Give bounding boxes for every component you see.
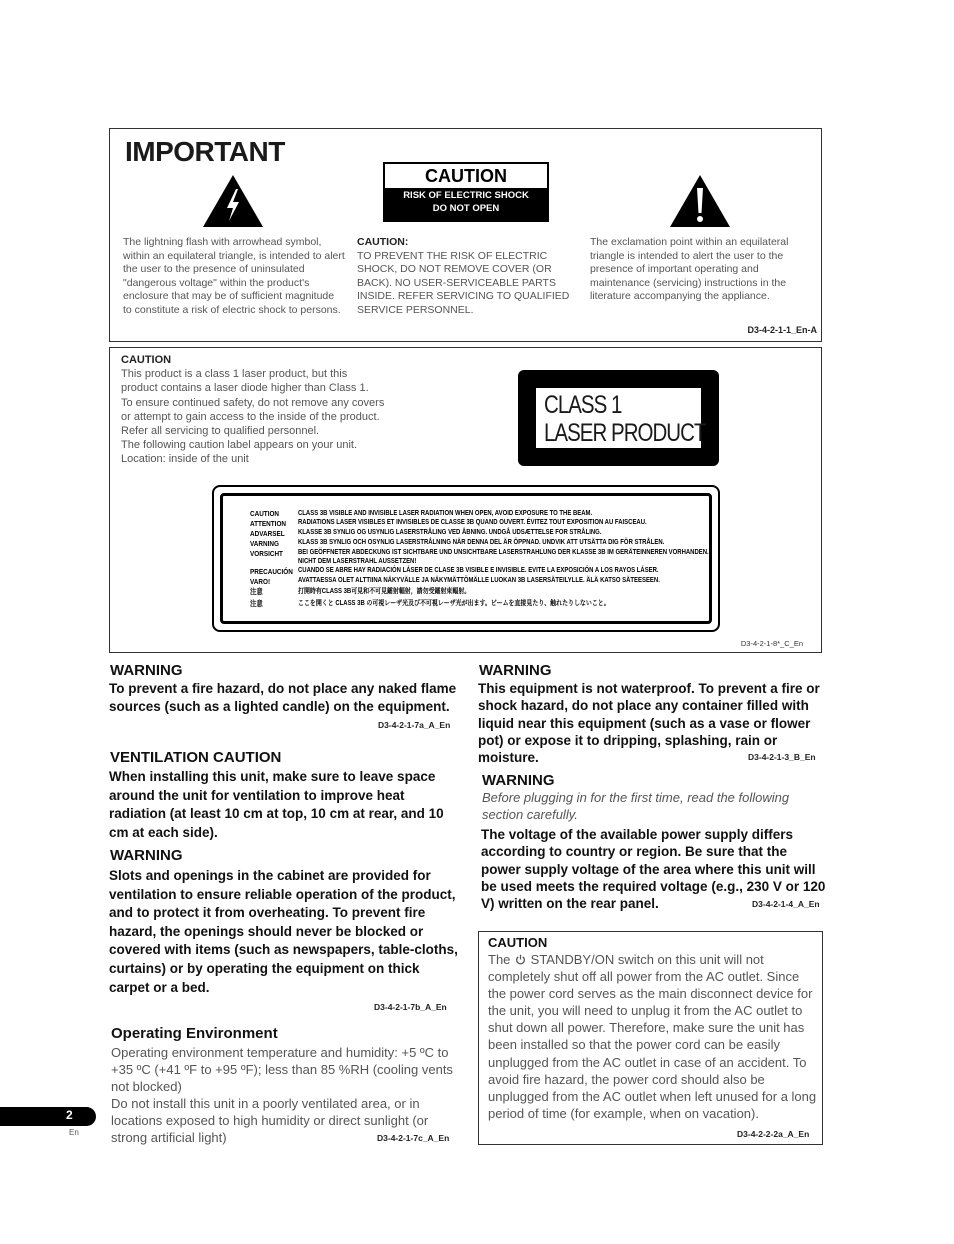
caution-label-line2: DO NOT OPEN — [432, 203, 500, 214]
label-text: ここを開くと CLASS 3B の可視レーザ光及び不可視レーザ光が出ます。ビームを直接見たり、触れたりしないこと。 — [298, 600, 610, 607]
caution-label-subtext — [385, 188, 547, 220]
warning-body: To prevent a fire hazard, do not place any naked flame sources (such as a lighted candle) on the equipment. — [109, 681, 457, 715]
operating-environment-body — [111, 1044, 461, 1147]
operating-environment-heading: Operating Environment — [111, 1025, 278, 1042]
page-language: En — [69, 1128, 79, 1137]
standby-caution-heading: CAUTION — [488, 935, 548, 950]
label-lang: PRECAUCIÓN — [250, 567, 293, 576]
laser-line: or attempt to gain access to the inside of the product. — [121, 410, 380, 423]
label-lang: VARNING — [250, 539, 279, 548]
operating-temperature-text: Operating environment temperature and humidity: +5 ºC to +35 ºC (+41 ºF to +95 ºF); less than 85 %RH (cooling vents not blocked) — [111, 1045, 453, 1095]
important-title: IMPORTANT — [125, 136, 285, 167]
label-text: AVATTAESSA OLET ALTTIINA NÄKYVÄLLE JA NÄKYMÄTTÖMÄLLE LUOKAN 3B LASERSÄTEILYLLE. ÄLÄ KATSO SÄTEESEEN. — [298, 577, 660, 584]
label-lang: ATTENTION — [250, 519, 287, 528]
laser-line: The following caution label appears on your unit. — [121, 439, 358, 452]
laser-caution-head: CAUTION — [121, 354, 172, 366]
label-lang: ADVARSEL — [250, 529, 285, 538]
doc-code: D3-4-2-1-1_En-A — [747, 325, 817, 335]
ventilation-body: When installing this unit, make sure to leave space around the unit for ventilation to improve heat radiation (at least 10 cm at top, 10 cm at rear, and 10 cm at each side). — [109, 769, 444, 840]
caution-label — [383, 162, 549, 222]
label-text: CLASS 3B VISIBLE AND INVISIBLE LASER RADIATION WHEN OPEN, AVOID EXPOSURE TO THE BEAM. — [298, 510, 593, 517]
warning-body: The voltage of the available power supply differs according to country or region. Be sure that the power supply voltage of the area where this unit will be used meets the required voltage (e.g., 230 V or 120 V) written on the rear panel. — [481, 827, 826, 912]
label-lang: VORSICHT — [250, 549, 283, 558]
laser-line: This product is a class 1 laser product, but this — [121, 368, 348, 381]
label-text: CUANDO SE ABRE HAY RADIACIÓN LÁSER DE CLASE 3B VISIBLE E INVISIBLE. EVITE LA EXPOSICIÓN A LOS RAYOS LÁSER. — [298, 567, 659, 574]
label-text: BEI GEÖFFNETER ABDECKUNG IST SICHTBARE UND UNSICHTBARE LASERSTRAHLUNG DER KLASSE 3B IM GERÄTEINNEREN VORHANDEN. — [298, 549, 709, 556]
doc-code: D3-4-2-1-4_A_En — [752, 899, 820, 909]
warning-heading: WARNING — [479, 662, 552, 679]
warning-body: This equipment is not waterproof. To prevent a fire or shock hazard, do not place any container filled with liquid near this equipment (such as a vase or flower pot) or expose it to dripping, splashing, rain or moisture. — [478, 681, 820, 766]
shock-caution-text — [357, 236, 579, 318]
doc-code: D3-4-2-1-3_B_En — [748, 752, 816, 762]
page-number-tab — [0, 1107, 96, 1126]
label-text: NICHT DEM LASERSTRAHL AUSSETZEN! — [298, 558, 417, 565]
label-lang: VARO! — [250, 577, 271, 586]
label-text: KLASS 3B SYNLIG OCH OSYNLIG LASERSTRÅLNING NÄR DENNA DEL ÄR ÖPPNAD. UNDVIK ATT UTSÄTTA DIG FÖR STRÅLEN. — [298, 539, 665, 546]
power-icon — [515, 954, 526, 965]
caution-label-title: CAUTION — [425, 166, 507, 186]
lightning-warning-icon — [201, 173, 265, 229]
label-lang: 注意 — [250, 599, 263, 608]
warning-body: Slots and openings in the cabinet are provided for ventilation to ensure reliable operation of the product, and to protect it from overheating. To prevent fire hazard, the openings should never be blocked or covered with items (such as newspapers, table-cloths, curtains) or by operating the equipment on thick carpet or a bed. — [109, 868, 458, 995]
class1-line2: LASER PRODUCT — [544, 419, 706, 447]
laser-line: To ensure continued safety, do not remove any covers — [121, 396, 385, 409]
standby-caution-prefix: The — [488, 952, 511, 967]
shock-caution-head: CAUTION: — [357, 236, 409, 248]
label-text: KLASSE 3B SYNLIG OG USYNLIG LASERSTRÅLING VED ÅBNING. UNDGÅ UDSÆTTELSE FOR STRÅLING. — [298, 529, 602, 536]
warning-heading: WARNING — [110, 662, 183, 679]
doc-code: D3-4-2-1-8*_C_En — [740, 639, 803, 648]
warning-heading: WARNING — [110, 847, 183, 864]
label-lang: 注意 — [250, 587, 263, 596]
label-text: RADIATIONS LASER VISIBLES ET INVISIBLES DE CLASSE 3B QUAND OUVERT. ÉVITEZ TOUT EXPOSITION AU FAISCEAU. — [298, 519, 647, 526]
standby-caution-text: STANDBY/ON switch on this unit will not completely shut off all power from the AC outlet. Since the power cord serves as the main disconnect device for the unit, you will need to unplug it from the AC outlet to shut down all power. Therefore, make sure the unit has been installed so that the power cord can be easily unplugged from the AC outlet in case of an accident. To avoid fire hazard, the power cord should also be unplugged from the AC outlet when left unused for a long period of time (for example, when on vacation). — [488, 952, 817, 1121]
doc-code: D3-4-2-1-7b_A_En — [374, 1002, 447, 1012]
ventilation-heading: VENTILATION CAUTION — [110, 749, 282, 766]
lightning-description: The lightning flash with arrowhead symbol, within an equilateral triangle, is intended to alert the user to the presence of uninsulated "dangerous voltage" within the product's enclosure that may be of sufficient magnitude to constitute a risk of electric shock to persons. — [123, 236, 345, 316]
laser-line: Refer all servicing to qualified personnel. — [121, 425, 320, 438]
caution-label-line1: RISK OF ELECTRIC SHOCK — [403, 190, 529, 201]
warning-heading: WARNING — [482, 772, 555, 789]
doc-code: D3-4-2-2-2a_A_En — [737, 1129, 810, 1139]
class1-laser-label-text — [534, 386, 706, 450]
exclamation-warning-icon — [668, 173, 732, 229]
shock-caution-body: TO PREVENT THE RISK OF ELECTRIC SHOCK, DO NOT REMOVE COVER (OR BACK). NO USER-SERVICEABLE PARTS INSIDE. REFER SERVICING TO QUALIFIED SERVICE PERSONNEL. — [357, 249, 570, 316]
laser-line: Location: inside of the unit — [121, 453, 249, 466]
class1-line1: CLASS 1 — [544, 391, 622, 419]
label-text: 打開時有CLASS 3B可見和不可見鐳射輻射，請勿受鐳射束輻射。 — [298, 588, 471, 595]
warning-intro: Before plugging in for the first time, read the following section carefully. — [482, 790, 790, 823]
label-lang: CAUTION — [250, 509, 280, 518]
standby-caution-body — [488, 951, 818, 1122]
exclamation-description: The exclamation point within an equilateral triangle is intended to alert the user to the presence of important operating and maintenance (servicing) instructions in the literature accompanying the appliance. — [590, 236, 789, 303]
page-number: 2 — [66, 1108, 73, 1122]
laser-caution-text — [121, 353, 411, 467]
operating-location-text: Do not install this unit in a poorly ventilated area, or in locations exposed to high humidity or direct sunlight (or strong artificial light) — [111, 1096, 429, 1146]
doc-code: D3-4-2-1-7a_A_En — [378, 720, 451, 730]
laser-line: product contains a laser diode higher than Class 1. — [121, 382, 369, 395]
doc-code: D3-4-2-1-7c_A_En — [377, 1133, 450, 1143]
